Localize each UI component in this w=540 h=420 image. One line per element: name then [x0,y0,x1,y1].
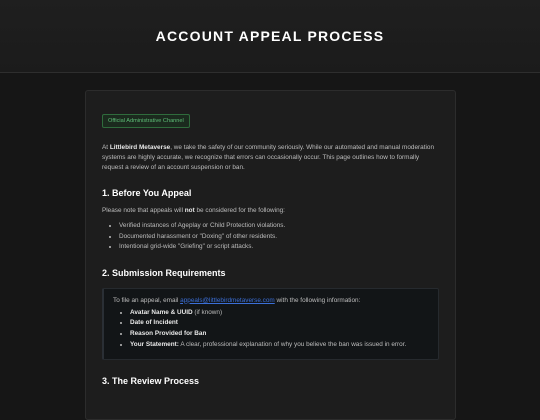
lead-suffix: with the following information: [274,296,361,304]
list-item: • Verified instances of Ageplay or Child Protection violations. [119,221,439,232]
section-heading-before-you-appeal: 1. Before You Appeal [102,188,192,198]
requirement-detail: A clear, professional explanation of why you believe the ban was issued in error. [178,340,407,348]
requirements-list [113,308,429,351]
page-header [0,0,540,73]
intro-paragraph [102,143,439,173]
exclusions-note [102,207,439,214]
section-heading-submission-requirements: 2. Submission Requirements [102,267,226,278]
list-item [130,329,429,340]
list-item [130,308,429,319]
note-prefix: Please note that appeals will [102,207,185,214]
list-item: • Intentional grid-wide "Griefing" or script attacks. [119,242,439,253]
section-heading-review-process: 3. The Review Process [102,375,200,386]
intro-prefix: At [102,144,110,151]
appeals-email-link[interactable]: appeals@littlebirdmetaverse.com [180,296,275,304]
requirements-lead [113,297,429,304]
official-channel-badge: Official Administrative Channel [102,114,190,128]
requirements-box [102,288,439,360]
list-item [130,340,429,351]
note-suffix: be considered for the following: [194,207,285,214]
requirement-label: Date of Incident [130,319,178,327]
list-item: • Documented harassment or "Doxing" of other residents. [119,232,439,243]
content-card [85,90,456,420]
intro-text: , we take the safety of our community seriously. While our automated and manual moderation systems are highly accurate, we recognize that errors can occasionally occur. This page outlines how to formally request a review of an account suspension or ban. [102,144,435,171]
list-item [130,318,429,329]
requirement-label: Avatar Name & UUID [130,308,193,316]
note-emphasis: not [184,207,195,214]
brand-name: Littlebird Metaverse [109,144,171,151]
requirement-label: Reason Provided for Ban [130,330,207,338]
requirement-label: Your Statement: [130,340,179,348]
requirement-detail: (if known) [192,308,223,316]
exclusions-list [102,221,439,253]
page-title: ACCOUNT APPEAL PROCESS [155,28,385,44]
lead-prefix: To file an appeal, email [113,296,181,304]
